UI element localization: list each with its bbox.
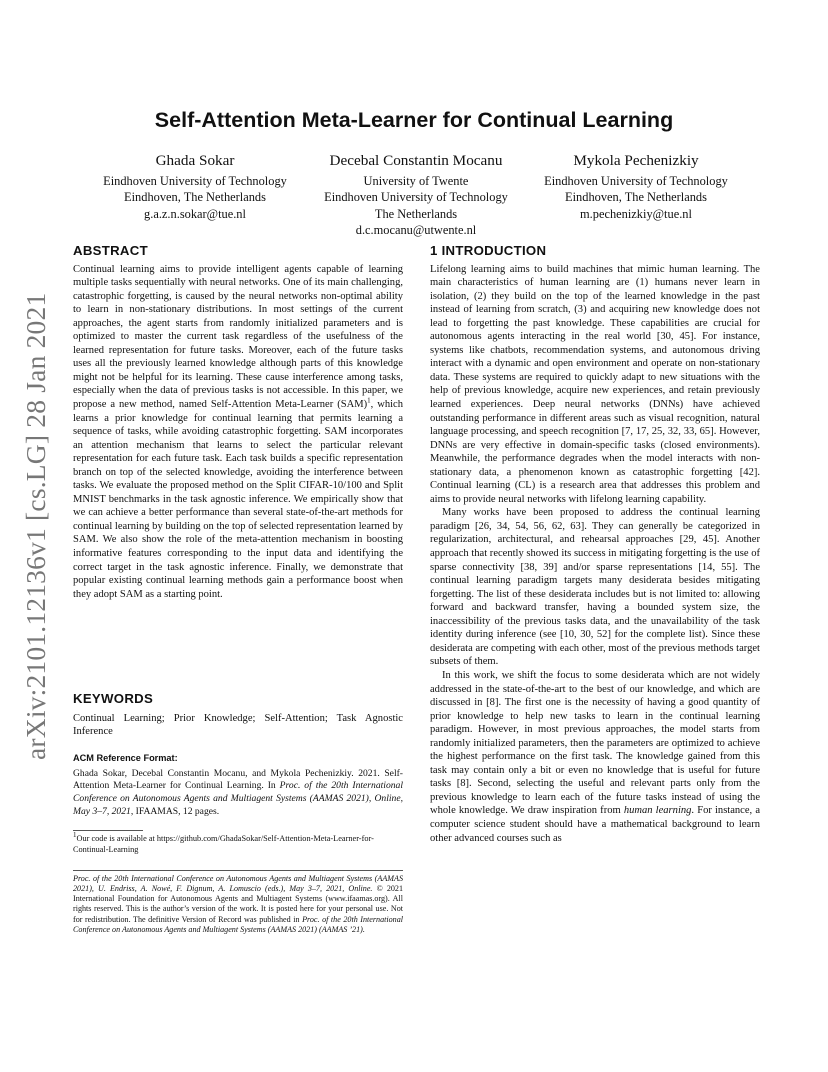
intro-paragraph: In this work, we shift the focus to some desiderata which are not widely addressed in the state-of-the-art to the best of our knowledge, and which are discussed in [8]. The first one is the necessity of having a good quantity of prior knowledge to help new tasks to learn in the continual learning paradigm. However, in most previous approaches, the model starts from randomly initialized parameters, then the parameters are optimized to achieve the highest performance on the first task. The knowledge gained from this task may contain only a bit or even no knowledge that is useful for future tasks [8]. Second, selecting the useful and relevant parts only from the previous knowledge to learn each of the future tasks instead of using the whole knowledge. We draw inspiration from human learning. For instance, a computer science student should have a mathematical background to learn other advanced courses such as bbox=[430, 669, 760, 844]
intro-paragraph: Lifelong learning aims to build machines that mimic human learning. The main characteristics of human learning are (1) humans never learn in isolation, (2) they build on the top of the learned knowledge in the past instead of learning from scratch, (3) and acquiring new knowledge does not lead to forgetting the past knowledge. These capabilities are crucial for autonomous agents interacting in the real world [30, 45]. For instance, systems like chatbots, recommendation systems, and autonomous driving interact with a dynamic and open environment and operate on non-stationary data. These systems are required to quickly adapt to new situations with the help of previous knowledge, acquire new experiences, and retain previously learned experiences. Deep neural networks (DNNs) have achieved outstanding performance in different areas such as visual recognition, natural language processing, and speech recognition [7, 17, 25, 32, 33, 65]. However, DNNs are very effective in domain-specific tasks (closed environments). Meanwhile, the performance degrades when the model interacts with non-stationary data, a phenomenon known as catastrophic forgetting [42]. Continual learning (CL) is a research area that addresses this problem and aims to provide neural networks with lifelong learning capability. bbox=[430, 263, 760, 505]
author-location: The Netherlands bbox=[374, 206, 458, 221]
abstract-heading: ABSTRACT bbox=[73, 243, 148, 258]
author-affiliation: Eindhoven University of Technology bbox=[103, 174, 287, 188]
author-affiliation: Eindhoven University of Technology bbox=[324, 190, 508, 205]
arxiv-stamp: arXiv:2101.12136v1 [cs.LG] 28 Jan 2021 bbox=[20, 292, 51, 760]
author-email: d.c.mocanu@utwente.nl bbox=[355, 222, 477, 237]
left-column bbox=[73, 244, 403, 601]
author-affiliation: Eindhoven University of Technology bbox=[544, 174, 728, 188]
copyright-notice bbox=[73, 874, 403, 935]
author-email: m.pechenizkiy@tue.nl bbox=[580, 206, 692, 221]
acm-reference-heading: ACM Reference Format: bbox=[73, 753, 178, 763]
author-block bbox=[90, 151, 300, 222]
paper-title: Self-Attention Meta-Learner for Continual Learning bbox=[154, 108, 674, 132]
author-name: Decebal Constantin Mocanu bbox=[329, 152, 503, 169]
copyright-text: Proc. of the 20th International Conference on Autonomous Agents and Multiagent Systems (AAMAS 2021), U. Endriss, A. Nowé, F. Dignum, A. Lomuscio (eds.), May 3–7, 2021, Online. © 2021 International Foundation for Autonomous Agents and Multiagent Systems (www.ifaamas.org). All rights reserved. This is the author’s version of the work. It is posted here for your personal use. Not for redistribution. The definitive Version of Record was published in Proc. of the 20th International Conference on Autonomous Agents and Multiagent Systems (AAMAS 2021) (AAMAS ’21). bbox=[73, 874, 404, 934]
keywords-heading: KEYWORDS bbox=[73, 691, 154, 706]
copyright-rule bbox=[73, 870, 403, 871]
author-affiliation: University of Twente bbox=[363, 174, 469, 188]
author-location: Eindhoven, The Netherlands bbox=[124, 190, 266, 205]
author-email: g.a.z.n.sokar@tue.nl bbox=[144, 206, 246, 221]
author-name: Mykola Pechenizkiy bbox=[573, 152, 699, 169]
keywords-text: Continual Learning; Prior Knowledge; Self-Attention; Task Agnostic Inference bbox=[73, 712, 403, 738]
footnote-rule bbox=[73, 830, 143, 831]
keywords-section bbox=[73, 692, 403, 739]
intro-paragraph: Many works have been proposed to address the continual learning paradigm [26, 34, 54, 56, 62, 63]. They can generally be categorized in regularization, architectural, and rehearsal approaches [29, 45]. Another approach that recently showed its success in mitigating forgetting is the use of sparse connectivity [38, 39] and/or sparse representations [14, 55]. The continual learning paradigm targets many desiderata besides mitigating forgetting. The list of these desiderata includes but is not limited to: allowing forward and backward transfer, having a bounded system size, the inaccessibility of the previous tasks data, and the unavailability of the task identity during inference (see [10, 30, 52] for the complete list). Since these desiderata are competing with each other, most of the previous methods target subsets of them. bbox=[430, 507, 760, 668]
footnote-text: $^1$Our code is available at https://github.com/GhadaSokar/Self-Attention-Meta-Learner-for-Continual-Learning bbox=[73, 831, 374, 854]
author-block bbox=[306, 151, 526, 238]
acm-reference-text: Ghada Sokar, Decebal Constantin Mocanu, and Mykola Pechenizkiy. 2021. Self-Attention Meta-Learner for Continual Learning. In Proc. of the 20th International Conference on Autonomous Agents and Multiagent Systems (AAMAS 2021), Online, May 3–7, 2021, IFAAMAS, 12 pages. bbox=[73, 767, 404, 817]
right-column bbox=[430, 244, 760, 845]
author-name: Ghada Sokar bbox=[155, 152, 235, 169]
introduction-heading: 1 INTRODUCTION bbox=[430, 243, 547, 258]
footnote bbox=[73, 831, 403, 855]
abstract-text: Continual learning aims to provide intelligent agents capable of learning multiple tasks sequentially with neural networks. One of its main challenging, catastrophic forgetting, is caused by the neural networks non-optimal ability to learn in non-stationary distributions. In most settings of the current approaches, the agent starts from randomly initialized parameters and is optimized to master the current task regardless of the usefulness of the learned representation for future tasks. Moreover, each of the future tasks uses all the previously learned knowledge although parts of this knowledge might not be helpful for its learning. These cause interference among tasks, especially when the data of previous tasks is not accessible. In this paper, we propose a new method, named Self-Attention Meta-Learner (SAM)$^1$, which learns a prior knowledge for continual learning that permits learning a sequence of tasks, while avoiding catastrophic forgetting. SAM incorporates an attention mechanism that learns to select the particular relevant representation for each future task. Each task builds a specific representation branch on top of the selected knowledge, avoiding the interference between tasks. We evaluate the proposed method on the Split CIFAR-10/100 and Split MNIST benchmarks in the task agnostic inference. We empirically show that we can achieve a better performance than several state-of-the-art methods for continual learning by building on the top of selected representation learned by SAM. We also show the role of the meta-attention mechanism in boosting informative features corresponding to the input data and identifying the correct target in the task agnostic inference. Finally, we demonstrate that popular existing continual learning methods gain a performance boost when they adopt SAM as a starting point. bbox=[73, 263, 403, 600]
acm-reference bbox=[73, 752, 403, 818]
author-block bbox=[531, 151, 741, 222]
author-location: Eindhoven, The Netherlands bbox=[565, 190, 707, 205]
footnote-marker: 1 bbox=[367, 396, 371, 405]
